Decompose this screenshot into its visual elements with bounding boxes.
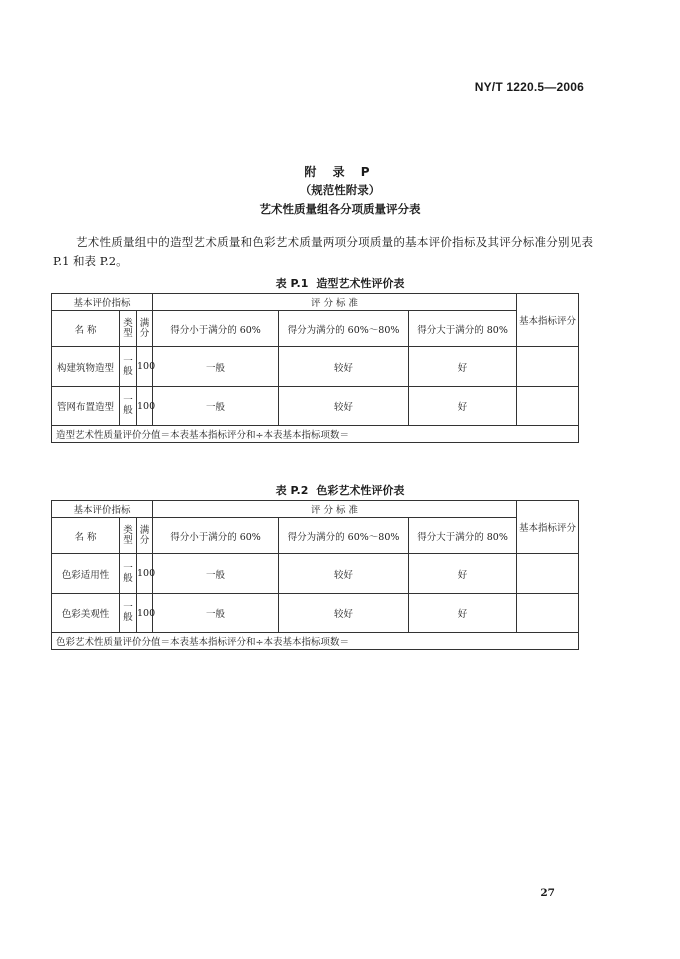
header-criteria: 评 分 标 准: [153, 294, 517, 311]
appendix-subtitle: 艺术性质量组各分项质量评分表: [259, 202, 421, 216]
header-indicator-score: 基本指标评分: [517, 501, 579, 554]
intro-paragraph: 艺术性质量组中的造型艺术质量和色彩艺术质量两项分项质量的基本评价指标及其评分标准分别见表 P.1 和表 P.2。: [53, 235, 593, 268]
header-full-score: 满分: [137, 518, 153, 554]
row-type: 一般: [120, 594, 137, 633]
row-above-80: 好: [409, 387, 517, 426]
table-p1: [51, 293, 579, 443]
header-name: 名 称: [52, 518, 120, 554]
row-score: [517, 554, 579, 594]
row-full-score: 100: [137, 554, 153, 594]
header-basic-indicator: 基本评价指标: [52, 294, 153, 311]
table-p2-caption: [0, 482, 680, 498]
row-score: [517, 387, 579, 426]
row-below-60: 一般: [153, 594, 279, 633]
row-between: 较好: [279, 594, 409, 633]
row-between: 较好: [279, 554, 409, 594]
header-basic-indicator: 基本评价指标: [52, 501, 153, 518]
table-row: [52, 347, 579, 387]
header-type: 类型: [120, 311, 137, 347]
row-score: [517, 594, 579, 633]
table-row: [52, 554, 579, 594]
header-name: 名 称: [52, 311, 120, 347]
appendix-title: 附 录 P: [304, 165, 376, 179]
header-below-60: 得分小于满分的 60%: [153, 311, 279, 347]
row-full-score: 100: [137, 594, 153, 633]
table-p2-footer: 色彩艺术性质量评价分值＝本表基本指标评分和÷本表基本指标项数＝: [52, 633, 579, 650]
row-name: 色彩美观性: [52, 594, 120, 633]
row-score: [517, 347, 579, 387]
table-row: [52, 387, 579, 426]
row-type: 一般: [120, 387, 137, 426]
row-below-60: 一般: [153, 387, 279, 426]
table-p1-caption-title: 造型艺术性评价表: [316, 277, 405, 290]
row-type: 一般: [120, 554, 137, 594]
table-p1-caption: [0, 275, 680, 291]
header-between: 得分为满分的 60%～80%: [279, 311, 409, 347]
row-name: 管网布置造型: [52, 387, 120, 426]
row-between: 较好: [279, 387, 409, 426]
row-below-60: 一般: [153, 554, 279, 594]
header-between: 得分为满分的 60%～80%: [279, 518, 409, 554]
header-above-80: 得分大于满分的 80%: [409, 518, 517, 554]
row-name: 构建筑物造型: [52, 347, 120, 387]
table-p2-caption-title: 色彩艺术性评价表: [316, 484, 405, 497]
header-indicator-score: 基本指标评分: [517, 294, 579, 347]
row-full-score: 100: [137, 347, 153, 387]
header-below-60: 得分小于满分的 60%: [153, 518, 279, 554]
appendix-type: （规范性附录）: [299, 183, 381, 197]
row-type: 一般: [120, 347, 137, 387]
header-criteria: 评 分 标 准: [153, 501, 517, 518]
table-p1-caption-id: 表 P.1: [275, 277, 309, 290]
row-name: 色彩适用性: [52, 554, 120, 594]
row-above-80: 好: [409, 554, 517, 594]
header-full-score: 满分: [137, 311, 153, 347]
page-number: 27: [540, 887, 555, 899]
header-type: 类型: [120, 518, 137, 554]
row-below-60: 一般: [153, 347, 279, 387]
header-above-80: 得分大于满分的 80%: [409, 311, 517, 347]
row-full-score: 100: [137, 387, 153, 426]
table-p2-caption-id: 表 P.2: [275, 484, 309, 497]
table-row: [52, 594, 579, 633]
row-above-80: 好: [409, 347, 517, 387]
standard-code: NY/T 1220.5—2006: [474, 80, 584, 94]
row-above-80: 好: [409, 594, 517, 633]
table-p2: [51, 500, 579, 650]
table-p1-footer: 造型艺术性质量评价分值＝本表基本指标评分和÷本表基本指标项数＝: [52, 426, 579, 443]
row-between: 较好: [279, 347, 409, 387]
